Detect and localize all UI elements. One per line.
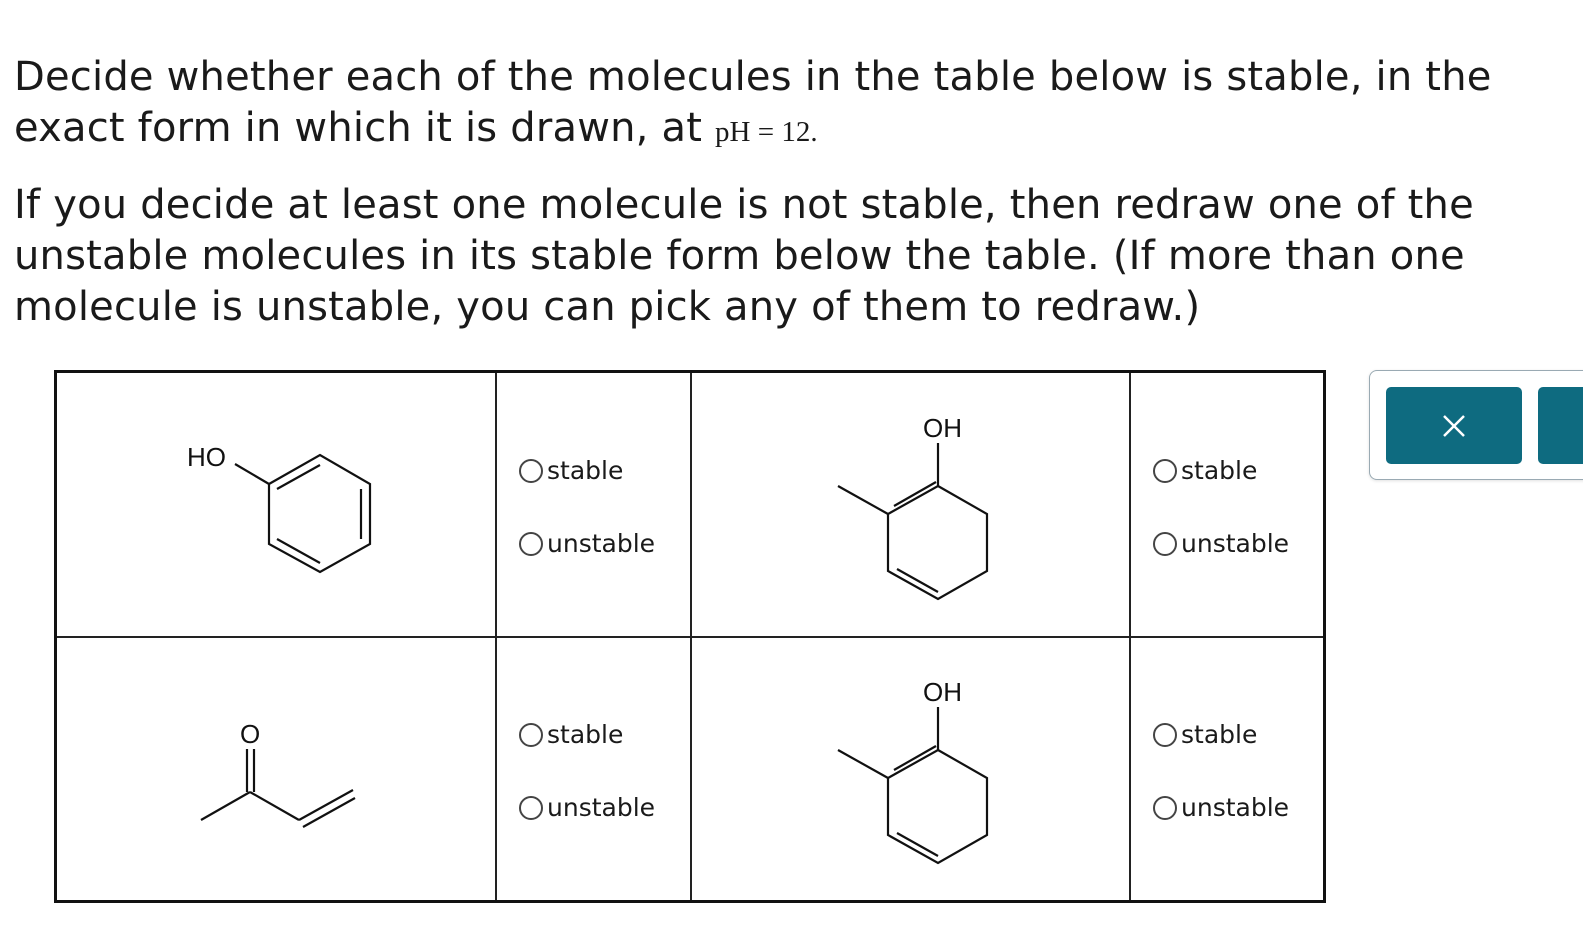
- molecule-4-label: OH: [923, 677, 962, 707]
- prompt-line-3: If you decide at least one molecule is not stable, then redraw one of the: [14, 182, 1474, 228]
- radio-button[interactable]: [519, 532, 543, 556]
- radio-button[interactable]: [1153, 723, 1177, 747]
- molecule-1-unstable-option[interactable]: [519, 529, 655, 558]
- option-label: unstable: [1181, 529, 1290, 558]
- ph-value: pH = 12.: [715, 116, 818, 148]
- molecule-2-label: OH: [923, 413, 962, 443]
- molecule-table: [54, 370, 1326, 903]
- radio-button[interactable]: [519, 459, 543, 483]
- answer-toolbar: [1369, 370, 1583, 480]
- prompt-paragraph-1: [14, 52, 1514, 158]
- molecule-3-ketone: [187, 708, 377, 828]
- prompt-line-5: molecule is unstable, you can pick any of them to redraw.): [14, 284, 1201, 330]
- molecule-1-stable-option[interactable]: [519, 456, 623, 485]
- option-label: stable: [1181, 720, 1258, 749]
- radio-button[interactable]: [519, 723, 543, 747]
- close-button[interactable]: [1386, 387, 1522, 464]
- close-icon: [1440, 412, 1468, 440]
- option-label: stable: [1181, 456, 1258, 485]
- molecule-3-stable-option[interactable]: [519, 720, 623, 749]
- radio-button[interactable]: [1153, 459, 1177, 483]
- molecule-3-unstable-option[interactable]: [519, 793, 655, 822]
- molecule-2-unstable-option[interactable]: [1153, 529, 1289, 558]
- option-label: stable: [547, 720, 624, 749]
- option-label: unstable: [547, 793, 656, 822]
- molecule-2-stable-option[interactable]: [1153, 456, 1257, 485]
- secondary-toolbar-button[interactable]: [1538, 387, 1583, 464]
- molecule-1-phenol: [177, 433, 407, 583]
- molecule-2-enol: [827, 409, 1007, 609]
- radio-button[interactable]: [1153, 532, 1177, 556]
- radio-button[interactable]: [1153, 796, 1177, 820]
- prompt-line-1: Decide whether each of the molecules in the table below is stable, in the: [14, 54, 1492, 100]
- molecule-4-unstable-option[interactable]: [1153, 793, 1289, 822]
- prompt-line-4: unstable molecules in its stable form below the table. (If more than one: [14, 233, 1465, 279]
- prompt-line-2: exact form in which it is drawn, at: [14, 105, 703, 151]
- option-label: unstable: [1181, 793, 1290, 822]
- radio-button[interactable]: [519, 796, 543, 820]
- molecule-3-label: O: [240, 719, 261, 749]
- table-divider: [57, 636, 1323, 638]
- prompt-paragraph-2: [14, 180, 1514, 333]
- molecule-1-label: HO: [187, 442, 226, 472]
- option-label: stable: [547, 456, 624, 485]
- molecule-4-stable-option[interactable]: [1153, 720, 1257, 749]
- option-label: unstable: [547, 529, 656, 558]
- molecule-4-enol: [827, 673, 1007, 873]
